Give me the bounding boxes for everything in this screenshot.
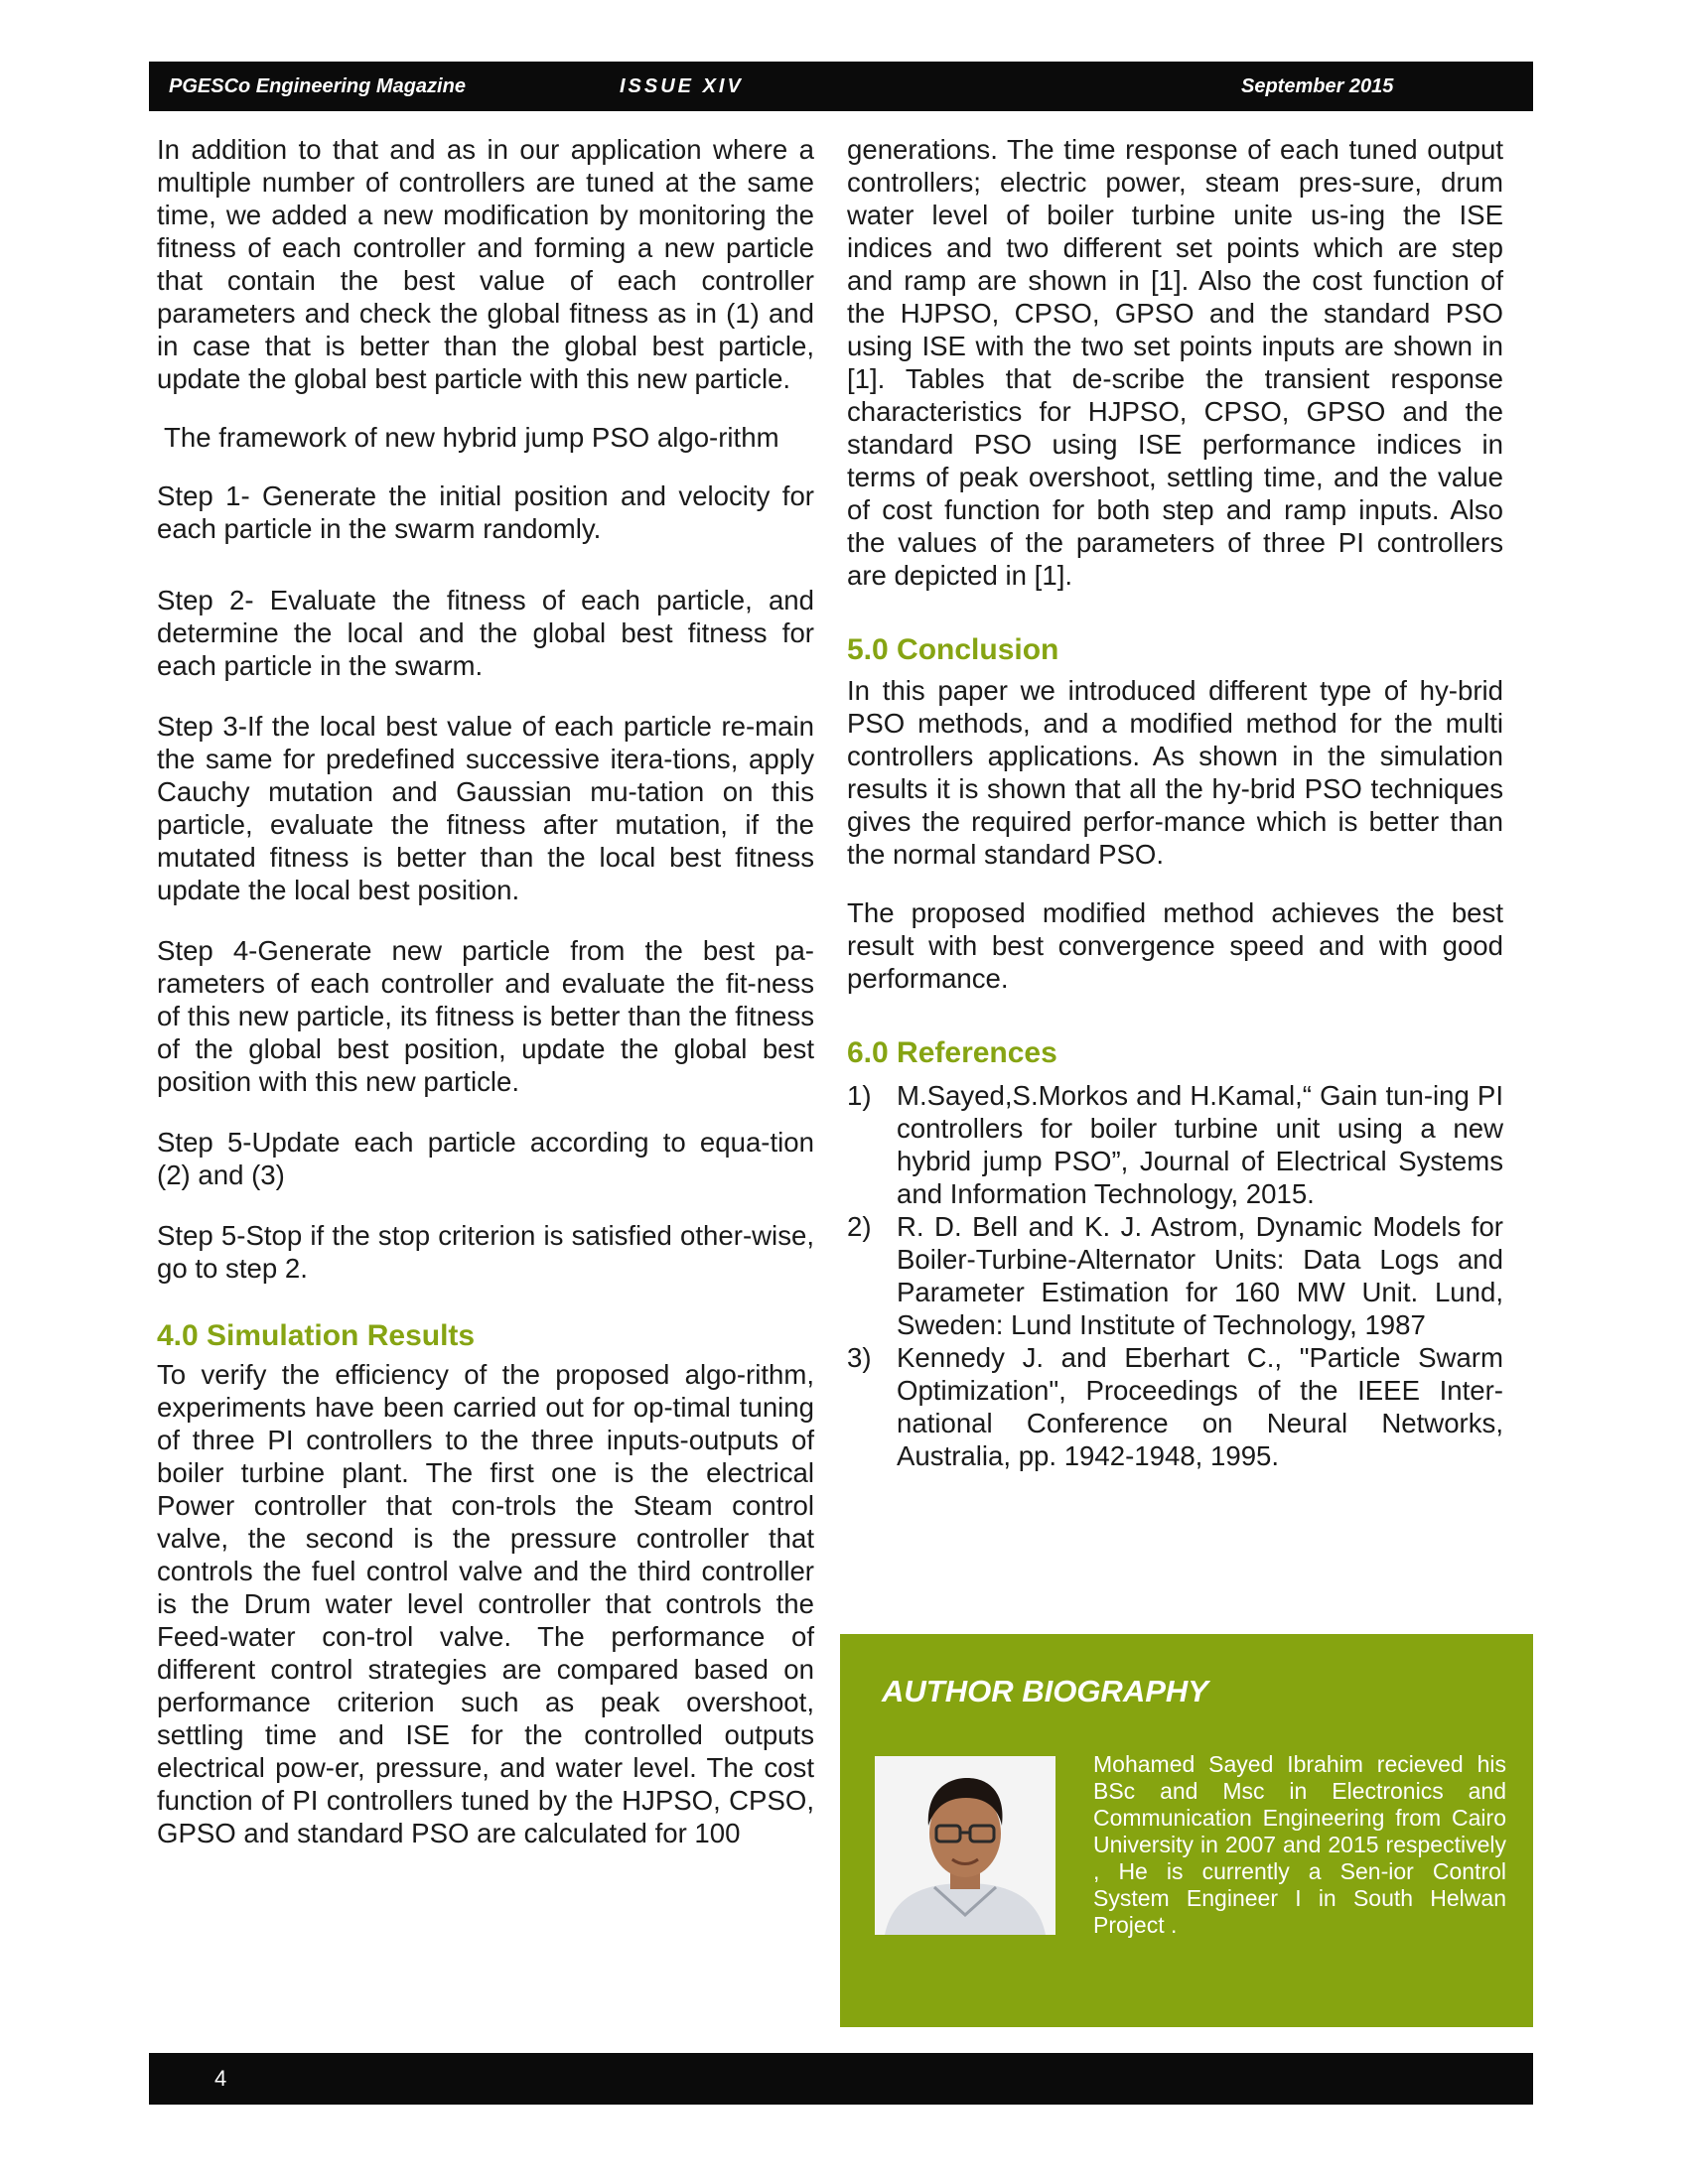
intro-paragraph: In addition to that and as in our application where a multiple number of controllers are tuned at the same time, we added a new modification by monitoring the fitness of each controller and forming a new particle that contain the best value of each controller parameters and check the global fitness as in (1) and in case that is better than the global best particle, update the global best particle with this new particle. xyxy=(157,134,814,394)
section-4-text: To verify the efficiency of the proposed algo-rithm, experiments have been carried out for op-timal tuning of three PI controllers to the three inputs-outputs of boiler turbine plant. The first one is the electrical Power controller that con-trols the Steam control valve, the second is the pressure controller that controls the fuel control valve and the third controller is the Drum water level controller that controls the Feed-water con-trol valve. The performance of different control strategies are compared based on performance criterion such as peak overshoot, settling time and ISE for the controlled outputs electrical pow-er, pressure, and water level. The cost function of PI controllers tuned by the HJPSO, CPSO, GPSO and standard PSO are calculated for 100 xyxy=(157,1359,814,1848)
reference-item xyxy=(847,1341,1503,1472)
step-5-stop: Step 5-Stop if the stop criterion is satisfied other-wise, go to step 2. xyxy=(157,1220,814,1284)
reference-number: 2) xyxy=(847,1211,872,1242)
reference-text: R. D. Bell and K. J. Astrom, Dynamic Models for Boiler-Turbine-Alternator Units: Data Logs and Parameter Estimation for 160 MW Unit. Lund, Sweden: Lund Institute of Technology, 1987 xyxy=(897,1211,1503,1340)
author-portrait-icon xyxy=(875,1756,1055,1935)
reference-number: 3) xyxy=(847,1342,872,1373)
footer-bar xyxy=(149,2053,1533,2105)
step-4: Step 4-Generate new particle from the best pa-rameters of each controller and evaluate the fit-ness of this new particle, its fitness is better than the fitness of the global best position, update the global best position with this new particle. xyxy=(157,935,814,1097)
page-number: 4 xyxy=(214,2066,227,2091)
author-photo xyxy=(875,1756,1055,1935)
issue-label: ISSUE XIV xyxy=(620,75,744,97)
right-column xyxy=(847,133,1503,1472)
reference-item xyxy=(847,1210,1503,1341)
reference-text: M.Sayed,S.Morkos and H.Kamal,“ Gain tun-ing PI controllers for boiler turbine unit using a new hybrid jump PSO”, Journal of Electrical Systems and Information Technology, 2015. xyxy=(897,1080,1503,1209)
author-biography-box xyxy=(840,1634,1533,2027)
reference-text: Kennedy J. and Eberhart C., "Particle Swarm Optimization", Proceedings of the IEEE Inter-national Conference on Neural Networks, Australia, pp. 1942-1948, 1995. xyxy=(897,1342,1503,1471)
reference-number: 1) xyxy=(847,1080,872,1111)
section-6-title: 6.0 References xyxy=(847,1036,1057,1069)
reference-list xyxy=(847,1079,1503,1472)
author-biography-title: AUTHOR BIOGRAPHY xyxy=(882,1674,1208,1708)
step-1: Step 1- Generate the initial position and velocity for each particle in the swarm randomly. xyxy=(157,480,814,544)
magazine-title: PGESCo Engineering Magazine xyxy=(169,75,466,97)
section-4-title: 4.0 Simulation Results xyxy=(157,1319,476,1352)
step-3: Step 3-If the local best value of each particle re-main the same for predefined successive itera-tions, apply Cauchy mutation and Gaussian mu-tation on this particle, evaluate the fitness after mutation, if the mutated fitness is better than the local best fitness update the local best position. xyxy=(157,711,814,905)
reference-item xyxy=(847,1079,1503,1210)
conclusion-paragraph-1: In this paper we introduced different type of hy-brid PSO methods, and a modified method for the multi controllers applications. As shown in the simulation results it is shown that all the hy-brid PSO techniques gives the required perfor-mance which is better than the normal standard PSO. xyxy=(847,675,1503,870)
framework-paragraph: The framework of new hybrid jump PSO algo-rithm xyxy=(164,422,779,453)
issue-date: September 2015 xyxy=(1241,75,1394,97)
section-5-title: 5.0 Conclusion xyxy=(847,633,1059,666)
author-biography-text: Mohamed Sayed Ibrahim recieved his BSc and Msc in Electronics and Communication Engineering from Cairo University in 2007 and 2015 respectively , He is currently a Sen-ior Control System Engineer I in South Helwan Project . xyxy=(1093,1751,1506,1938)
left-column xyxy=(157,133,814,1849)
continuation-paragraph: generations. The time response of each tuned output controllers; electric power, steam pres-sure, drum water level of boiler turbine unite us-ing the ISE indices and two different set points which are step and ramp are shown in [1]. Also the cost function of the HJPSO, CPSO, GPSO and the standard PSO using ISE with the two set points inputs are shown in [1]. Tables that de-scribe the transient response characteristics for HJPSO, CPSO, GPSO and the standard PSO using ISE performance indices in terms of peak overshoot, settling time, and the value of cost function for both step and ramp inputs. Also the values of the parameters of three PI controllers are depicted in [1]. xyxy=(847,134,1503,591)
conclusion-paragraph-2: The proposed modified method achieves the best result with best convergence speed and with good performance. xyxy=(847,897,1503,994)
header-bar xyxy=(149,62,1533,111)
step-2: Step 2- Evaluate the fitness of each particle, and determine the local and the global best fitness for each particle in the swarm. xyxy=(157,585,814,681)
step-5-update: Step 5-Update each particle according to equa-tion (2) and (3) xyxy=(157,1127,814,1190)
